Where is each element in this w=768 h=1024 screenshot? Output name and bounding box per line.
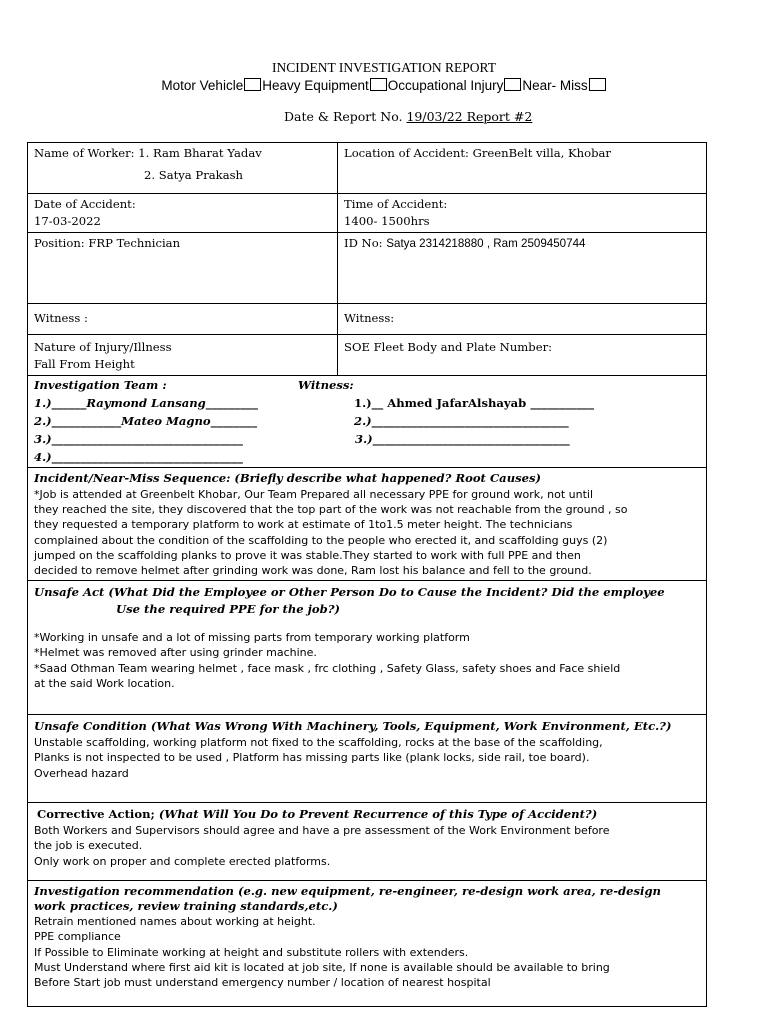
unsafe-condition-text[interactable]: Unstable scaffolding, working platform not fixed to the scaffolding, rocks at the base of the scaffolding, Planks is not inspected to be used , Platform has missing parts like (plank locks, side rail, toe board). Overhead hazard [34,736,603,780]
row-sequence [28,468,707,581]
injury-cell [28,335,338,376]
time-accident-value[interactable]: 1400- 1500hrs [344,214,430,228]
report-title: INCIDENT INVESTIGATION REPORT [272,60,496,75]
category-motor-vehicle-label: Motor Vehicle [161,78,244,93]
row-date-time [28,194,707,233]
date-report-line [284,109,532,124]
date-report-label: Date & Report No. [284,109,403,124]
worker-label: Name of Worker: [34,146,135,160]
category-occupational-injury-label: Occupational Injury [387,78,504,93]
unsafe-act-label-1: Unsafe Act (What Did the Employee or Other Person Do to Cause the Incident? Did the employee [34,585,665,600]
corrective-label: Corrective Action; (What Will You Do to Prevent Recurrence of this Type of Accident?) [37,807,598,822]
sequence-text[interactable]: *Job is attended at Greenbelt Khobar, Our Team Prepared all necessary PPE for ground work, not until they reached the site, they discovered that the top part of the work was not reachable from the ground , so they requested a temporary platform to work at estimate of 1to1.5 meter height. The technicians complained about the condition of the scaffolding to the people who erected it, and scaffolding guys (2) jumped on the scaffolding planks to prove it was stable.They started to work with full PPE and then decided to remove helmet after grinding work was done, Ram lost his balance and fell to the ground. [34,488,628,578]
sequence-cell [28,468,707,581]
witness-entry-1[interactable]: 1.)__ Ahmed JafarAlshayab ___________ [354,396,595,410]
injury-value[interactable]: Fall From Height [34,357,135,371]
time-accident-label: Time of Accident: [344,197,448,211]
witness-right-cell [338,304,707,335]
date-accident-value[interactable]: 17-03-2022 [34,214,101,228]
recommendation-cell [28,881,707,1007]
id-value[interactable]: Satya 2314218880 , Ram 2509450744 [386,237,586,250]
category-occupational-injury-checkbox[interactable] [504,78,521,91]
team-cell [28,376,707,468]
category-motor-vehicle-checkbox[interactable] [244,78,261,91]
category-near-miss-checkbox[interactable] [589,78,606,91]
team-member-4[interactable]: 4.)_________________________________ [34,450,243,464]
location-cell [338,143,707,194]
team-member-3[interactable]: 3.)_________________________________ [34,432,243,446]
incident-form-table [27,142,707,1007]
worker-name-2[interactable]: 2. Satya Prakash [144,168,244,182]
sequence-label: Incident/Near-Miss Sequence: (Briefly describe what happened? Root Causes) [34,471,542,485]
corrective-cell [28,803,707,881]
date-accident-cell [28,194,338,233]
worker-name-1[interactable]: 1. Ram Bharat Yadav [138,146,262,160]
witness-right-label: Witness: [344,311,395,325]
category-heavy-equipment-label: Heavy Equipment [262,78,369,93]
row-unsafe-condition [28,715,707,803]
row-injury-fleet [28,335,707,376]
recommendation-text[interactable]: Retrain mentioned names about working at height. PPE compliance If Possible to Eliminate working at height and substitute rollers with extenders. Must Understand where first aid kit is located at job site, If none is available should be available to bring Before Start job must understand emergency number / location of nearest hospital [34,915,610,990]
unsafe-condition-label: Unsafe Condition (What Was Wrong With Machinery, Tools, Equipment, Work Environment, Etc.?) [34,719,672,734]
team-label: Investigation Team : [34,378,167,392]
recommendation-label-1: Investigation recommendation (e.g. new equipment, re-engineer, re-design work area, re-design [34,884,661,899]
team-witness-label: Witness: [298,378,354,392]
unsafe-act-label-2: Use the required PPE for the job?) [116,602,340,617]
row-position-id [28,233,707,304]
unsafe-act-text[interactable]: *Working in unsafe and a lot of missing parts from temporary working platform *Helmet was removed after using grinder machine. *Saad Othman Team wearing helmet , face mask , frc clothing , Safety Glass, safety shoes and Face shield at the said Work location. [34,631,621,690]
location-value[interactable]: GreenBelt villa, Khobar [472,146,611,160]
team-grid [34,377,700,465]
location-label: Location of Accident: [344,146,469,160]
witness-entry-2[interactable]: 2.)__________________________________ [354,414,569,428]
incident-category-row [0,78,768,93]
row-corrective [28,803,707,881]
recommendation-label-2: work practices, review training standards,etc.) [34,899,338,914]
position-label: Position: [34,236,85,250]
fleet-label: SOE Fleet Body and Plate Number: [344,340,553,354]
witness-entry-3[interactable]: 3.)__________________________________ [355,432,570,446]
category-heavy-equipment-checkbox[interactable] [370,78,387,91]
date-accident-label: Date of Accident: [34,197,136,211]
row-recommendation [28,881,707,1007]
injury-label: Nature of Injury/Illness [34,340,172,354]
unsafe-condition-cell [28,715,707,803]
row-unsafe-act [28,581,707,715]
position-value[interactable]: FRP Technician [88,236,181,250]
fleet-cell [338,335,707,376]
team-member-1[interactable]: 1.)______Raymond Lansang_________ [34,396,258,410]
corrective-text[interactable]: Both Workers and Supervisors should agree and have a pre assessment of the Work Environment before the job is executed. Only work on proper and complete erected platforms. [34,824,610,868]
date-report-value[interactable]: 19/03/22 Report #2 [406,109,533,124]
row-team [28,376,707,468]
time-accident-cell [338,194,707,233]
id-cell [338,233,707,304]
row-worker-location [28,143,707,194]
witness-left-label: Witness : [34,311,88,325]
worker-cell [28,143,338,194]
row-witness [28,304,707,335]
id-label: ID No: [344,236,383,250]
team-member-2[interactable]: 2.)____________Mateo Magno________ [34,414,257,428]
category-near-miss-label: Near- Miss [522,78,588,93]
witness-left-cell [28,304,338,335]
unsafe-act-cell [28,581,707,715]
position-cell [28,233,338,304]
